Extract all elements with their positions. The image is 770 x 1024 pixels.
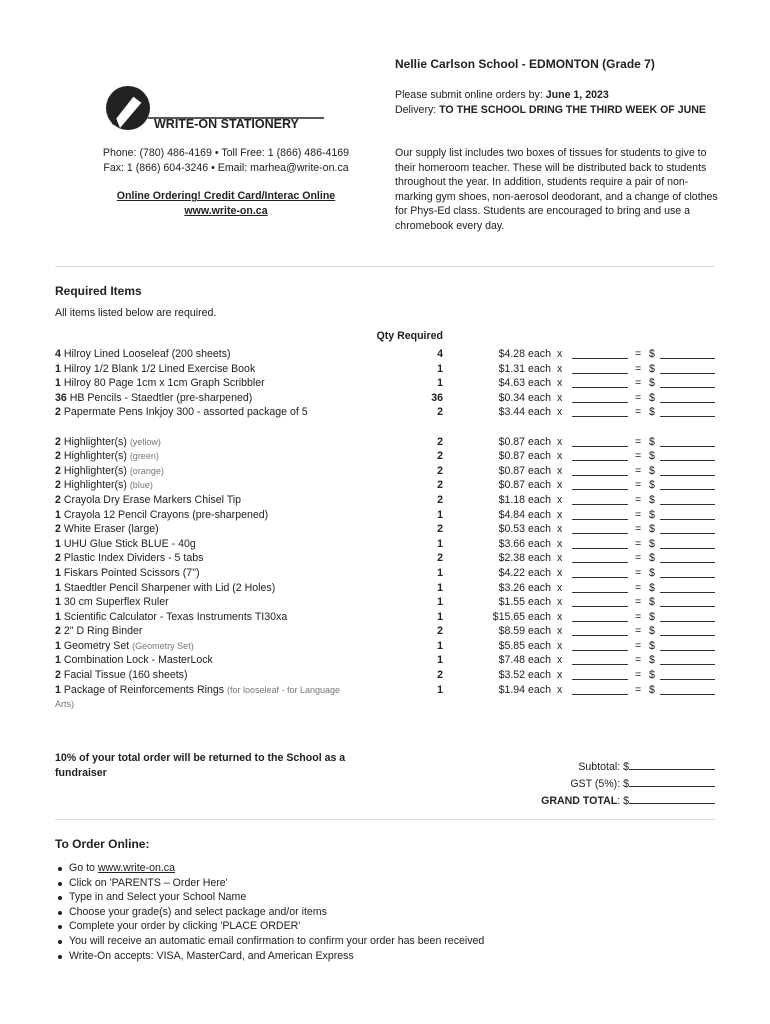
item-label: Combination Lock - MasterLock (63, 654, 213, 667)
item-label: Hilroy Lined Looseleaf (200 sheets) (63, 348, 231, 360)
item-label: UHU Glue Stick BLUE - 40g (63, 537, 196, 550)
equals-symbol: = (635, 435, 642, 448)
times-symbol: x (557, 406, 563, 419)
item-note: (blue) (129, 480, 153, 491)
item-row (55, 508, 720, 523)
item-name (55, 566, 345, 581)
item-price: $0.87 each (498, 479, 551, 492)
dollar-symbol: $ (649, 625, 655, 638)
item-label: Scientific Calculator - Texas Instruments TI30xa (63, 610, 288, 623)
item-label: Highlighter(s) (63, 450, 127, 463)
supply-note: Our supply list includes two boxes of tissues for students to give to their homeroom teacher. These will be distributed back to students throughout the year. In addition, students require a pair of non-marking gym shoes, non-aerosol deodorant, and a change of clothes for Phys-Ed class. Students are encouraged to bring and use a chromebook every day. (395, 147, 718, 232)
item-price: $1.94 each (498, 683, 551, 696)
equals-symbol: = (635, 669, 642, 682)
contact-info (56, 146, 396, 176)
order-step: You will receive an automatic email confirmation to confirm your order has been received (69, 934, 485, 947)
dollar-symbol: $ (649, 683, 655, 696)
quantity-field[interactable] (572, 577, 628, 578)
equals-symbol: = (635, 406, 642, 419)
line-total-field[interactable] (660, 519, 715, 520)
item-count: 36 (55, 391, 67, 404)
dollar-symbol: $ (649, 464, 655, 477)
item-count: 1 (55, 362, 61, 375)
item-qty: 2 (437, 625, 443, 638)
item-note: (yellow) (129, 436, 161, 447)
item-name (55, 347, 345, 362)
item-label: HB Pencils - Staedtler (pre-sharpened) (69, 391, 253, 404)
item-qty: 1 (437, 362, 443, 375)
gst-field[interactable] (629, 775, 715, 787)
quantity-field[interactable] (572, 416, 628, 417)
equals-symbol: = (635, 596, 642, 609)
online-ordering (56, 189, 396, 219)
equals-symbol: = (635, 610, 642, 623)
item-price: $4.22 each (498, 566, 551, 579)
times-symbol: x (557, 669, 563, 682)
order-online-title: To Order Online: (55, 837, 150, 851)
item-name (55, 493, 345, 508)
item-qty: 1 (437, 508, 443, 521)
item-price: $4.63 each (498, 377, 551, 390)
quantity-field[interactable] (572, 446, 628, 447)
item-row (55, 595, 720, 610)
item-price: $0.87 each (498, 450, 551, 463)
item-name (55, 391, 345, 406)
item-count: 1 (55, 639, 61, 652)
item-qty: 2 (437, 464, 443, 477)
item-label: Highlighter(s) (63, 464, 127, 477)
item-label: Highlighter(s) (63, 435, 127, 448)
equals-symbol: = (635, 523, 642, 536)
subtotal-field[interactable] (629, 758, 715, 770)
dollar-symbol: $ (649, 596, 655, 609)
item-price: $1.18 each (498, 493, 551, 506)
item-row (55, 435, 720, 450)
order-step: Write-On accepts: VISA, MasterCard, and American Express (69, 949, 484, 964)
qty-required-header: Qty Required (376, 330, 443, 342)
item-row (55, 449, 720, 464)
order-step: Click on 'PARENTS – Order Here' (69, 876, 484, 891)
quantity-field[interactable] (572, 694, 628, 695)
order-step: Complete your order by clicking 'PLACE ORDER' (69, 919, 484, 934)
item-count: 2 (55, 669, 61, 682)
logo-text: WRITE-ON STATIONERY (154, 117, 299, 131)
item-label: Hilroy 80 Page 1cm x 1cm Graph Scribbler (63, 377, 265, 390)
item-qty: 1 (437, 566, 443, 579)
item-price: $0.87 each (498, 464, 551, 477)
times-symbol: x (557, 362, 563, 375)
item-label: 30 cm Superflex Ruler (63, 596, 169, 609)
item-count: 4 (55, 348, 61, 360)
times-symbol: x (557, 596, 563, 609)
dollar-symbol: $ (649, 508, 655, 521)
quantity-field[interactable] (572, 650, 628, 651)
subtotal-row: Subtotal: $ (500, 758, 715, 775)
equals-symbol: = (635, 625, 642, 638)
item-count: 1 (55, 683, 61, 696)
dollar-symbol: $ (649, 435, 655, 448)
order-deadline (395, 88, 725, 118)
gst-row: GST (5%): $ (500, 775, 715, 792)
quantity-field[interactable] (572, 548, 628, 549)
online-ordering-label: Online Ordering! Credit Card/Interac Online (116, 190, 336, 202)
times-symbol: x (557, 566, 563, 579)
item-name (55, 595, 345, 610)
item-row (55, 566, 720, 581)
times-symbol: x (557, 625, 563, 638)
item-note: (Geometry Set) (132, 640, 194, 651)
order-step: Type in and Select your School Name (69, 890, 484, 905)
quantity-field[interactable] (572, 606, 628, 607)
item-price: $1.55 each (498, 596, 551, 609)
quantity-field[interactable] (572, 533, 628, 534)
quantity-field[interactable] (572, 504, 628, 505)
grand-total-row: GRAND TOTAL: $ (500, 792, 715, 809)
item-row (55, 653, 720, 668)
item-row (55, 493, 720, 508)
item-qty: 36 (431, 391, 443, 404)
item-row (55, 391, 720, 406)
item-note: (green) (129, 451, 159, 462)
required-items-subtitle: All items listed below are required. (55, 307, 217, 319)
line-total-field[interactable] (660, 373, 715, 374)
item-name (55, 508, 345, 523)
equals-symbol: = (635, 654, 642, 667)
line-total-field[interactable] (660, 387, 715, 388)
item-row (55, 551, 720, 566)
item-name (55, 610, 345, 625)
items-list (55, 347, 720, 712)
item-name (55, 624, 345, 639)
times-symbol: x (557, 348, 563, 360)
item-label: Highlighter(s) (63, 479, 127, 492)
times-symbol: x (557, 523, 563, 536)
item-name (55, 362, 345, 377)
equals-symbol: = (635, 377, 642, 390)
item-qty: 2 (437, 669, 443, 682)
dollar-symbol: $ (649, 639, 655, 652)
item-label: Hilroy 1/2 Blank 1/2 Lined Exercise Book (63, 362, 256, 375)
line-total-field[interactable] (660, 475, 715, 476)
item-label: Crayola Dry Erase Markers Chisel Tip (63, 493, 242, 506)
required-items-title: Required Items (55, 284, 142, 298)
item-qty: 1 (437, 639, 443, 652)
item-price: $0.87 each (498, 435, 551, 448)
item-qty: 4 (437, 348, 443, 360)
times-symbol: x (557, 610, 563, 623)
dollar-symbol: $ (649, 669, 655, 682)
equals-symbol: = (635, 581, 642, 594)
equals-symbol: = (635, 537, 642, 550)
item-note: (for looseleaf - for Language Arts) (55, 684, 341, 710)
divider (55, 819, 715, 820)
item-name (55, 376, 345, 391)
item-name (55, 551, 345, 566)
item-label: Geometry Set (63, 639, 130, 652)
item-row (55, 668, 720, 683)
item-label: Staedtler Pencil Sharpener with Lid (2 Holes) (63, 581, 276, 594)
dollar-symbol: $ (649, 610, 655, 623)
item-price: $8.59 each (498, 625, 551, 638)
item-label: Crayola 12 Pencil Crayons (pre-sharpened) (63, 508, 269, 521)
submit-date: June 1, 2023 (545, 89, 609, 101)
quantity-field[interactable] (572, 475, 628, 476)
line-total-field[interactable] (660, 533, 715, 534)
equals-symbol: = (635, 493, 642, 506)
contact-phone: Phone: (780) 486-4169 • Toll Free: 1 (866) 486-4169 (102, 147, 350, 159)
line-total-field[interactable] (660, 664, 715, 665)
quantity-field[interactable] (572, 460, 628, 461)
item-price: $2.38 each (498, 552, 551, 565)
dollar-symbol: $ (649, 450, 655, 463)
quantity-field[interactable] (572, 635, 628, 636)
equals-symbol: = (635, 479, 642, 492)
item-row (55, 624, 720, 639)
quantity-field[interactable] (572, 489, 628, 490)
item-name (55, 449, 345, 464)
dollar-symbol: $ (649, 654, 655, 667)
item-qty: 1 (437, 683, 443, 696)
line-total-field[interactable] (660, 489, 715, 490)
quantity-field[interactable] (572, 358, 628, 359)
equals-symbol: = (635, 683, 642, 696)
item-price: $1.31 each (498, 362, 551, 375)
dollar-symbol: $ (649, 581, 655, 594)
item-qty: 2 (437, 406, 443, 419)
item-label: Plastic Index Dividers - 5 tabs (63, 552, 204, 565)
item-count: 1 (55, 537, 61, 550)
item-count: 2 (55, 406, 61, 419)
item-price: $0.53 each (498, 523, 551, 536)
item-name (55, 405, 345, 420)
times-symbol: x (557, 683, 563, 696)
line-total-field[interactable] (660, 504, 715, 505)
item-count: 1 (55, 596, 61, 609)
item-count: 2 (55, 464, 61, 477)
website-link[interactable]: www.write-on.ca (184, 205, 268, 217)
quantity-field[interactable] (572, 592, 628, 593)
times-symbol: x (557, 493, 563, 506)
item-label: Papermate Pens Inkjoy 300 - assorted package of 5 (63, 406, 308, 419)
item-count: 2 (55, 493, 61, 506)
item-label: Facial Tissue (160 sheets) (63, 669, 188, 682)
times-symbol: x (557, 464, 563, 477)
item-price: $7.48 each (498, 654, 551, 667)
item-count: 2 (55, 552, 61, 565)
times-symbol: x (557, 581, 563, 594)
item-count: 2 (55, 450, 61, 463)
item-count: 1 (55, 581, 61, 594)
item-qty: 1 (437, 654, 443, 667)
equals-symbol: = (635, 362, 642, 375)
line-total-field[interactable] (660, 446, 715, 447)
item-row (55, 478, 720, 493)
equals-symbol: = (635, 391, 642, 404)
times-symbol: x (557, 435, 563, 448)
line-total-field[interactable] (660, 402, 715, 403)
submit-label: Please submit online orders by: (395, 89, 546, 101)
item-row (55, 522, 720, 537)
item-count: 2 (55, 479, 61, 492)
quantity-field[interactable] (572, 664, 628, 665)
equals-symbol: = (635, 552, 642, 565)
item-name (55, 581, 345, 596)
item-label: 2" D Ring Binder (63, 625, 143, 638)
item-price: $4.84 each (498, 508, 551, 521)
item-name (55, 683, 345, 712)
item-qty: 2 (437, 493, 443, 506)
school-title: Nellie Carlson School - EDMONTON (Grade 7) (395, 57, 655, 71)
item-count: 1 (55, 566, 61, 579)
equals-symbol: = (635, 464, 642, 477)
item-price: $3.26 each (498, 581, 551, 594)
item-name (55, 464, 345, 479)
dollar-symbol: $ (649, 406, 655, 419)
item-row (55, 362, 720, 377)
dollar-symbol: $ (649, 348, 655, 360)
line-total-field[interactable] (660, 650, 715, 651)
dollar-symbol: $ (649, 479, 655, 492)
item-qty: 1 (437, 610, 443, 623)
line-total-field[interactable] (660, 358, 715, 359)
times-symbol: x (557, 639, 563, 652)
equals-symbol: = (635, 348, 642, 360)
line-total-field[interactable] (660, 606, 715, 607)
item-qty: 2 (437, 479, 443, 492)
item-qty: 2 (437, 435, 443, 448)
equals-symbol: = (635, 508, 642, 521)
times-symbol: x (557, 391, 563, 404)
quantity-field[interactable] (572, 679, 628, 680)
item-row (55, 610, 720, 625)
item-price: $4.28 each (498, 348, 551, 360)
quantity-field[interactable] (572, 402, 628, 403)
item-name (55, 668, 345, 683)
equals-symbol: = (635, 566, 642, 579)
item-price: $3.44 each (498, 406, 551, 419)
dollar-symbol: $ (649, 523, 655, 536)
line-total-field[interactable] (660, 416, 715, 417)
item-count: 1 (55, 377, 61, 390)
item-row (55, 581, 720, 596)
times-symbol: x (557, 450, 563, 463)
line-total-field[interactable] (660, 562, 715, 563)
dollar-symbol: $ (649, 362, 655, 375)
item-name (55, 435, 345, 450)
line-total-field[interactable] (660, 577, 715, 578)
delivery-label: Delivery: (395, 104, 440, 116)
write-on-logo (104, 84, 334, 134)
dollar-symbol: $ (649, 377, 655, 390)
item-qty: 1 (437, 581, 443, 594)
quantity-field[interactable] (572, 387, 628, 388)
item-row (55, 464, 720, 479)
item-count: 2 (55, 625, 61, 638)
item-label: Package of Reinforcements Rings (63, 683, 225, 696)
equals-symbol: = (635, 639, 642, 652)
item-count: 2 (55, 523, 61, 536)
times-symbol: x (557, 508, 563, 521)
equals-symbol: = (635, 450, 642, 463)
contact-fax-email: Fax: 1 (866) 604-3246 • Email: marhea@write-on.ca (103, 162, 349, 174)
item-row (55, 376, 720, 391)
item-name (55, 522, 345, 537)
item-label: Fiskars Pointed Scissors (7") (63, 566, 200, 579)
line-total-field[interactable] (660, 460, 715, 461)
item-qty: 2 (437, 450, 443, 463)
dollar-symbol: $ (649, 552, 655, 565)
times-symbol: x (557, 479, 563, 492)
order-steps (55, 861, 484, 963)
line-total-field[interactable] (660, 694, 715, 695)
delivery-value: TO THE SCHOOL DRING THE THIRD WEEK OF JUNE (439, 104, 706, 116)
item-row (55, 639, 720, 654)
item-count: 1 (55, 610, 61, 623)
item-name (55, 537, 345, 552)
dollar-symbol: $ (649, 566, 655, 579)
item-row (55, 683, 720, 712)
item-price: $15.65 each (492, 610, 551, 623)
fundraiser-note: 10% of your total order will be returned to the School as a fundraiser (55, 752, 346, 779)
times-symbol: x (557, 377, 563, 390)
order-step: Choose your grade(s) and select package and/or items (69, 905, 484, 920)
times-symbol: x (557, 552, 563, 565)
totals-block (500, 758, 715, 808)
item-price: $3.52 each (498, 669, 551, 682)
item-count: 2 (55, 435, 61, 448)
item-note: (orange) (129, 465, 164, 476)
line-total-field[interactable] (660, 621, 715, 622)
item-row (55, 347, 720, 362)
item-price: $5.85 each (498, 639, 551, 652)
item-name (55, 478, 345, 493)
line-total-field[interactable] (660, 635, 715, 636)
dollar-symbol: $ (649, 493, 655, 506)
item-qty: 1 (437, 537, 443, 550)
order-step: Go to www.write-on.ca (69, 861, 484, 876)
item-name (55, 653, 345, 668)
item-price: $0.34 each (498, 391, 551, 404)
item-price: $3.66 each (498, 537, 551, 550)
line-total-field[interactable] (660, 548, 715, 549)
divider (55, 266, 715, 267)
item-qty: 2 (437, 552, 443, 565)
dollar-symbol: $ (649, 537, 655, 550)
quantity-field[interactable] (572, 373, 628, 374)
item-count: 1 (55, 654, 61, 667)
item-count: 1 (55, 508, 61, 521)
line-total-field[interactable] (660, 592, 715, 593)
times-symbol: x (557, 654, 563, 667)
quantity-field[interactable] (572, 519, 628, 520)
website-link[interactable]: www.write-on.ca (97, 862, 175, 874)
times-symbol: x (557, 537, 563, 550)
item-qty: 2 (437, 523, 443, 536)
quantity-field[interactable] (572, 621, 628, 622)
quantity-field[interactable] (572, 562, 628, 563)
item-qty: 1 (437, 596, 443, 609)
item-qty: 1 (437, 377, 443, 390)
grand-total-field[interactable] (629, 792, 715, 804)
item-row (55, 405, 720, 434)
dollar-symbol: $ (649, 391, 655, 404)
item-label: White Eraser (large) (63, 523, 159, 536)
line-total-field[interactable] (660, 679, 715, 680)
item-row (55, 537, 720, 552)
item-name (55, 639, 345, 654)
